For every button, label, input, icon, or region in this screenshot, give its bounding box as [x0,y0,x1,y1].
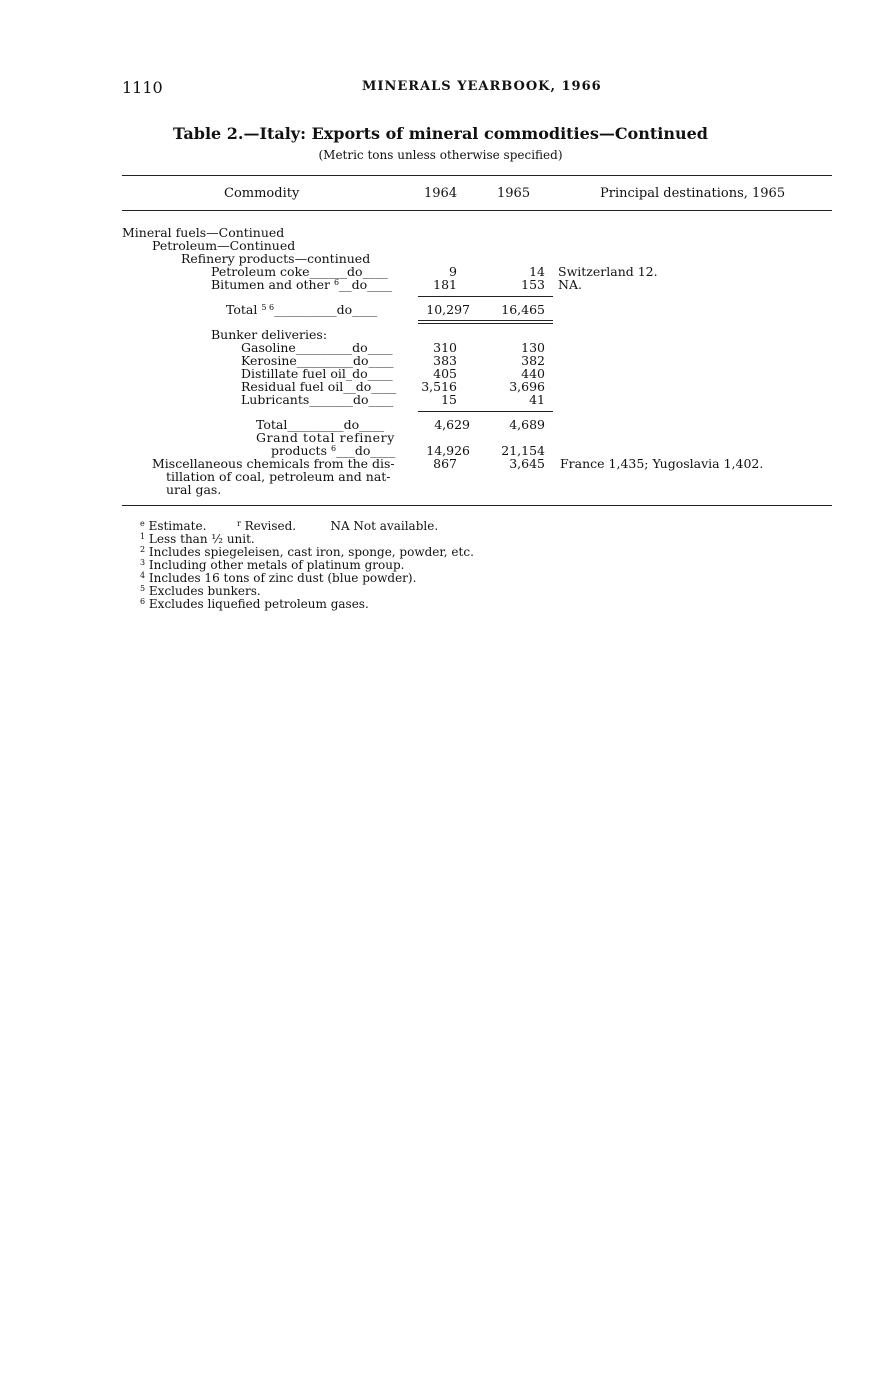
row-label-kerosine: Kerosine_________do____ [241,353,394,368]
cell-1964: 14,926 [426,443,470,458]
double-rule-top [418,320,553,321]
cell-1964: 4,629 [434,417,470,432]
cell-1964: 3,516 [421,379,457,394]
cell-1965: 382 [521,353,545,368]
footnote-6: $^6$ Excludes liquefied petroleum gases. [140,597,369,611]
column-header-1964: 1964 [424,186,458,201]
section-refinery-products: Refinery products—continued [181,251,371,266]
footnote-1: $^1$ Less than ½ unit. [140,532,255,546]
cell-destination: France 1,435; Yugoslavia 1,402. [560,456,764,471]
row-label-grand-total: Grand total refinery [256,430,395,445]
row-label-misc-chemicals-cont: tillation of coal, petroleum and nat- [166,469,391,484]
row-label-gasoline: Gasoline_________do____ [241,340,393,355]
double-rule-bottom [418,323,553,324]
cell-destination: NA. [558,277,582,292]
cell-1965: 130 [521,340,545,355]
footnote-2: $^2$ Includes spiegeleisen, cast iron, sponge, powder, etc. [140,545,474,559]
row-label-lubricants: Lubricants_______do____ [241,392,394,407]
row-label-bitumen: Bitumen and other $^6$__do____ [211,277,393,292]
section-bunker-deliveries: Bunker deliveries: [211,327,328,342]
row-label-misc-chemicals-cont: ural gas. [166,482,222,497]
header-rule [122,210,832,211]
row-label-bunker-total: Total_________do____ [256,417,385,432]
cell-1965: 21,154 [501,443,545,458]
table-title: Table 2.—Italy: Exports of mineral commodities—Continued [173,124,708,143]
cell-1964: 10,297 [426,302,470,317]
top-rule [122,175,832,176]
column-header-1965: 1965 [497,186,531,201]
cell-1964: 405 [433,366,457,381]
cell-1964: 310 [433,340,457,355]
cell-1965: 14 [529,264,545,279]
cell-destination: Switzerland 12. [558,264,658,279]
row-label-residual-fuel-oil: Residual fuel oil__do____ [241,379,397,394]
cell-1964: 9 [449,264,457,279]
column-header-destinations: Principal destinations, 1965 [600,186,786,201]
footnote-3: $^3$ Including other metals of platinum group. [140,558,405,572]
cell-1965: 16,465 [501,302,545,317]
footnote-5: $^5$ Excludes bunkers. [140,584,261,598]
section-mineral-fuels: Mineral fuels—Continued [122,225,285,240]
footnote-4: $^4$ Includes 16 tons of zinc dust (blue powder). [140,571,417,585]
page-number: 1110 [122,78,163,97]
footnote-legend: $^e$ Estimate. $^r$ Revised. NA Not available. [140,519,439,533]
cell-1965: 3,696 [509,379,545,394]
row-label-petroleum-coke: Petroleum coke______do____ [211,264,388,279]
cell-1965: 3,645 [509,456,545,471]
section-petroleum: Petroleum—Continued [152,238,296,253]
row-label-total: Total $^{5 6}$__________do____ [226,302,378,317]
cell-1965: 41 [529,392,545,407]
running-title: MINERALS YEARBOOK, 1966 [362,79,602,94]
row-label-distillate-fuel-oil: Distillate fuel oil_do____ [241,366,393,381]
cell-1964: 383 [433,353,457,368]
table-subtitle: (Metric tons unless otherwise specified) [318,148,563,162]
row-label-grand-total-cont: products $^6$___do____ [271,443,396,458]
cell-1965: 153 [521,277,545,292]
cell-1965: 4,689 [509,417,545,432]
subtotal-rule [418,296,553,297]
cell-1964: 181 [433,277,457,292]
cell-1964: 867 [433,456,457,471]
cell-1964: 15 [441,392,457,407]
subtotal-rule [418,411,553,412]
cell-1965: 440 [521,366,545,381]
column-header-commodity: Commodity [224,186,300,201]
bottom-rule [122,505,832,506]
row-label-misc-chemicals: Miscellaneous chemicals from the dis- [152,456,395,471]
